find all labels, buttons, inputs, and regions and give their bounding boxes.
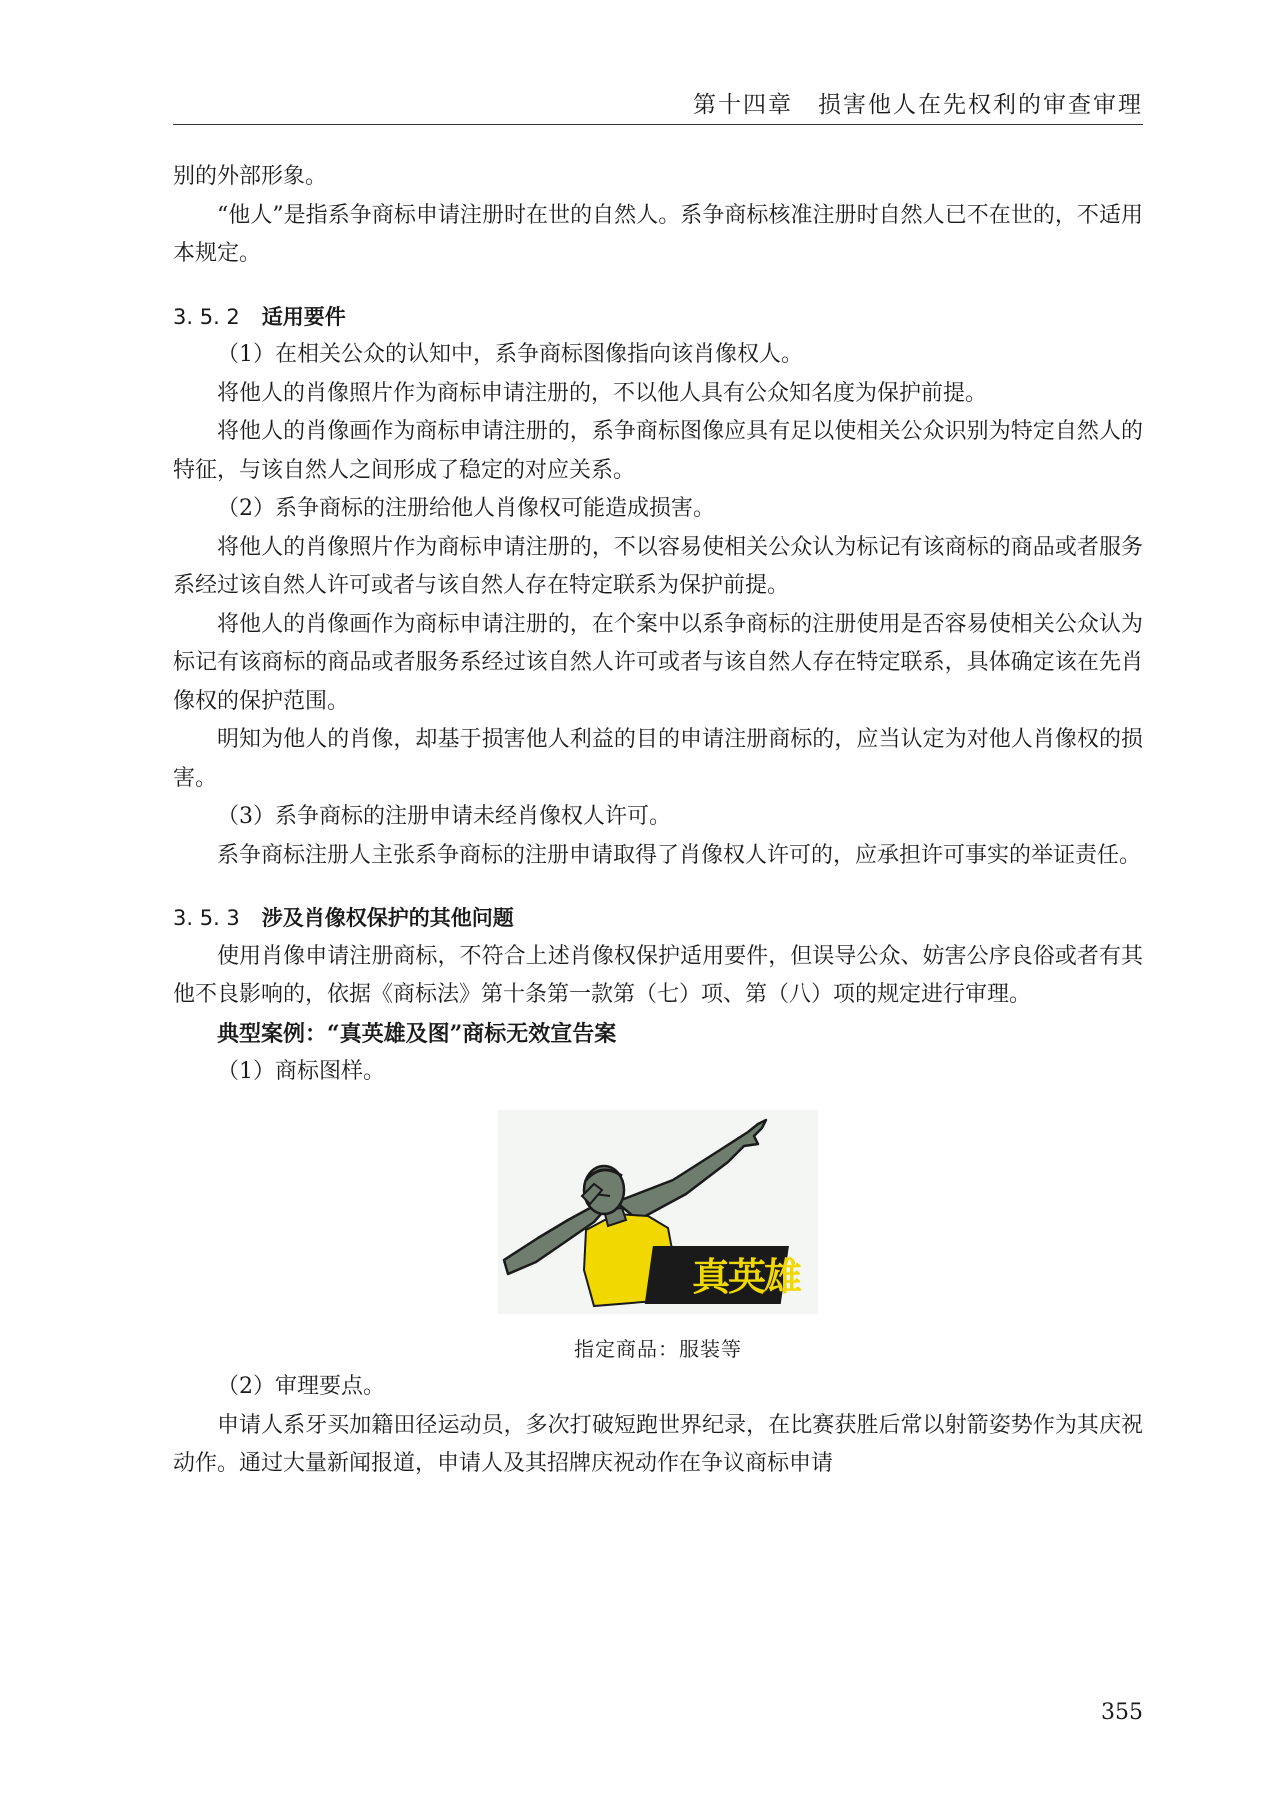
paragraph: 将他人的肖像画作为商标申请注册的，系争商标图像应具有足以使相关公众识别为特定自然人的特征，与该自然人之间形成了稳定的对应关系。 [173, 419, 1143, 483]
logo-text: 真英雄 [691, 1254, 801, 1299]
paragraph: 明知为他人的肖像，却基于损害他人利益的目的申请注册商标的，应当认定为对他人肖像权的损害。 [173, 727, 1143, 791]
paragraph: “他人”是指系争商标申请注册时在世的自然人。系争商标核准注册时自然人已不在世的，不适用本规定。 [173, 202, 1143, 266]
trademark-image [498, 1110, 818, 1314]
section-number: 3. 5. 3 [173, 906, 240, 930]
paragraph: 将他人的肖像画作为商标申请注册的，在个案中以系争商标的注册使用是否容易使相关公众认为标记有该商标的商品或者服务系经过该自然人许可或者与该自然人存在特定联系，具体确定该在先肖像权的保护范围。 [173, 611, 1143, 714]
running-header [173, 78, 1143, 125]
paragraph: 别的外部形象。 [173, 164, 328, 189]
trademark-logo-icon [498, 1110, 818, 1314]
section-number: 3. 5. 2 [173, 304, 240, 329]
page-body [173, 158, 1143, 1484]
section-heading-3-5-3 [173, 899, 1143, 938]
paragraph: 使用肖像申请注册商标，不符合上述肖像权保护适用要件，但误导公众、妨害公序良俗或者有其他不良影响的，依据《商标法》第十条第一款第（七）项、第（八）项的规定进行审理。 [173, 943, 1143, 1007]
chapter-title: 第十四章 损害他人在先权利的审查审理 [693, 92, 1143, 118]
paragraph: 将他人的肖像照片作为商标申请注册的，不以他人具有公众知名度为保护前提。 [217, 380, 988, 406]
figure-caption: 指定商品：服装等 [574, 1336, 742, 1361]
paragraph: （1）在相关公众的认知中，系争商标图像指向该肖像权人。 [217, 342, 803, 367]
section-title: 涉及肖像权保护的其他问题 [261, 906, 514, 930]
page-number: 355 [1101, 1700, 1143, 1725]
paragraph: （2）审理要点。 [217, 1374, 385, 1399]
case-title: 典型案例：“真英雄及图”商标无效宣告案 [217, 1020, 617, 1047]
section-heading-3-5-2 [173, 298, 1143, 337]
paragraph: 申请人系牙买加籍田径运动员，多次打破短跑世界纪录，在比赛获胜后常以射箭姿势作为其庆祝动作。通过大量新闻报道，申请人及其招牌庆祝动作在争议商标申请 [173, 1412, 1143, 1476]
paragraph: （2）系争商标的注册给他人肖像权可能造成损害。 [217, 496, 715, 521]
paragraph: （1）商标图样。 [217, 1059, 385, 1084]
paragraph: 将他人的肖像照片作为商标申请注册的，不以容易使相关公众认为标记有该商标的商品或者服务系经过该自然人许可或者与该自然人存在特定联系为保护前提。 [173, 534, 1143, 598]
paragraph: 系争商标注册人主张系争商标的注册申请取得了肖像权人许可的，应承担许可事实的举证责任。 [217, 842, 1142, 868]
section-title: 适用要件 [261, 304, 346, 329]
paragraph: （3）系争商标的注册申请未经肖像权人许可。 [217, 804, 671, 829]
